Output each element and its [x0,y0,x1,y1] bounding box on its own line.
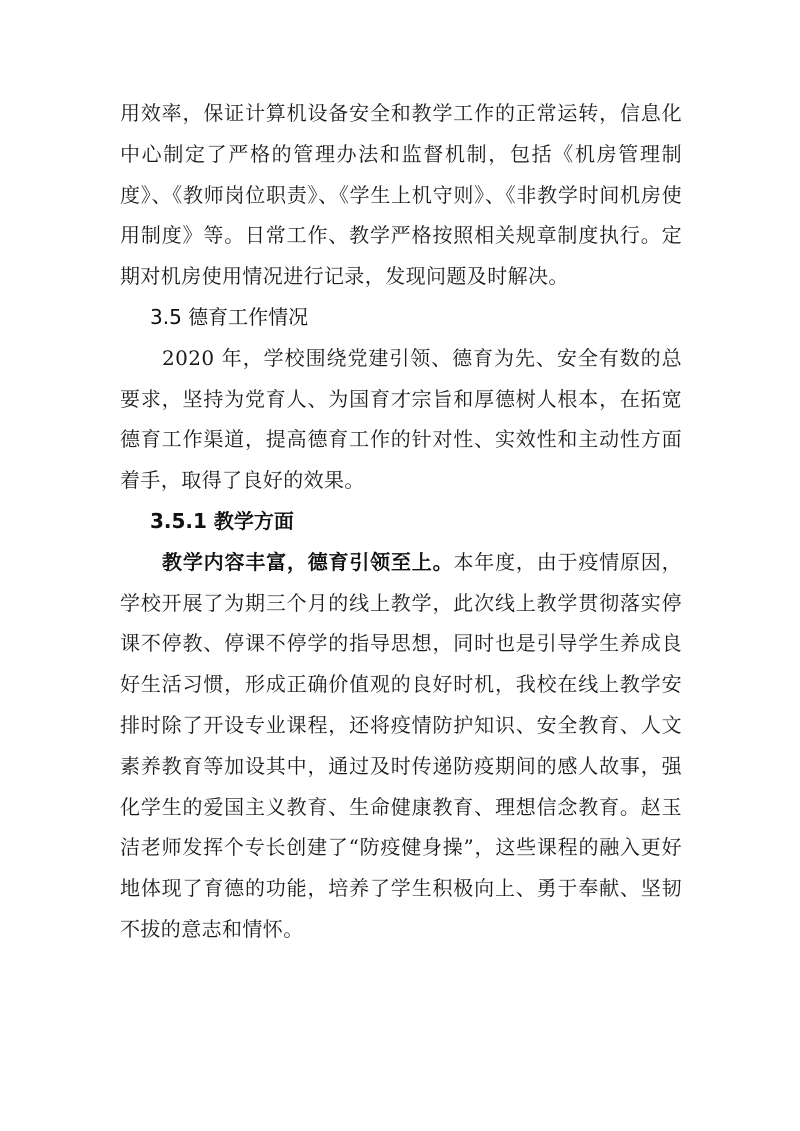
section-heading-moral-education: 3.5 德育工作情况 [150,304,309,329]
paragraph-moral-education-overview: 2020 年，学校围绕党建引领、德育为先、安全有数的总要求，坚持为党育人、为国育才宗旨和厚德树人根本，在拓宽德育工作渠道，提高德育工作的针对性、实效性和主动性方面着手，取得了良好的效果。 [120,345,682,493]
paragraph-teaching [120,542,682,950]
paragraph-lead-sentence: 教学内容丰富，德育引领至上。 [162,549,454,574]
paragraph-lab-management: 用效率，保证计算机设备安全和教学工作的正常运转，信息化中心制定了严格的管理办法和监督机制，包括《机房管理制度》、《教师岗位职责》、《学生上机守则》、《非教学时间机房使用制度》等。日常工作、教学严格按照相关规章制度执行。定期对机房使用情况进行记录，发现问题及时解决。 [120,101,682,289]
document-body [120,93,682,950]
subsection-heading-teaching: 3.5.1 教学方面 [150,508,294,533]
paragraph-teaching-body: 本年度，由于疫情原因，学校开展了为期三个月的线上教学，此次线上教学贯彻落实停课不停教、停课不停学的指导思想，同时也是引导学生养成良好生活习惯，形成正确价值观的良好时机，我校在线上教学安排时除了开设专业课程，还将疫情防护知识、安全教育、人文素养教育等加设其中，通过及时传递防疫期间的感人故事，强化学生的爱国主义教育、生命健康教育、理想信念教育。赵玉洁老师发挥个专长创建了“防疫健身操”，这些课程的融入更好地体现了育德的功能，培养了学生积极向上、勇于奉献、坚韧不拔的意志和情怀。 [120,549,682,941]
